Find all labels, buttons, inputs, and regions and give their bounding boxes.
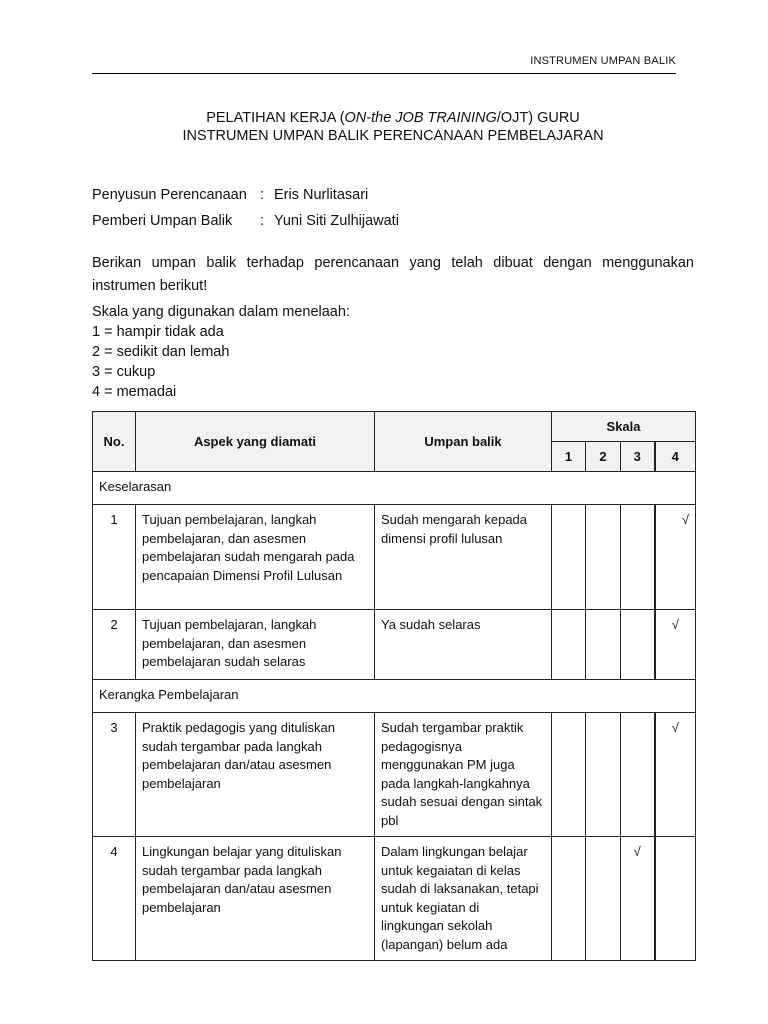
header-scale: Skala <box>552 412 696 442</box>
header-no: No. <box>93 412 136 472</box>
reviewer-line <box>92 213 399 229</box>
row-aspect: Tujuan pembelajaran, langkah pembelajaran, dan asesmen pembelajaran sudah selaras <box>136 610 375 680</box>
row-feedback: Sudah tergambar praktik pedagogisnya menggunakan PM juga pada langkah-langkahnya sudah sesuai dengan sintak pbl <box>375 713 552 837</box>
score-cell-3 <box>621 713 655 837</box>
section-row <box>93 680 696 713</box>
header-scale-1: 1 <box>552 442 586 472</box>
score-cell-2 <box>586 713 621 837</box>
header-scale-2: 2 <box>586 442 621 472</box>
score-cell-3: √ <box>621 837 655 961</box>
row-aspect: Lingkungan belajar yang dituliskan sudah tergambar pada langkah pembelajaran dan/atau asesmen pembelajaran <box>136 837 375 961</box>
row-number: 4 <box>93 837 136 961</box>
section-row <box>93 472 696 505</box>
score-cell-1 <box>552 610 586 680</box>
score-cell-3 <box>621 610 655 680</box>
score-cell-2 <box>586 837 621 961</box>
running-title: INSTRUMEN UMPAN BALIK <box>530 55 676 67</box>
row-feedback: Dalam lingkungan belajar untuk kegaiatan di kelas sudah di laksanakan, tetapi untuk kegiatan di lingkungan sekolah (lapangan) belum ada <box>375 837 552 961</box>
document-title-line-1 <box>92 110 694 126</box>
row-number: 2 <box>93 610 136 680</box>
instruction-paragraph: Berikan umpan balik terhadap perencanaan yang telah dibuat dengan menggunakan instrumen berikut! <box>92 255 694 294</box>
reviewer-value: Yuni Siti Zulhijawati <box>274 213 399 229</box>
reviewer-colon: : <box>260 213 265 229</box>
title-italic: ON-the JOB TRAINING <box>344 110 497 126</box>
row-number: 1 <box>93 505 136 610</box>
score-cell-4: √ <box>655 610 696 680</box>
score-cell-1 <box>552 505 586 610</box>
page-header <box>92 0 676 74</box>
table-row <box>93 837 696 961</box>
header-scale-4: 4 <box>655 442 696 472</box>
score-cell-4: √ <box>655 505 696 610</box>
table-row <box>93 610 696 680</box>
scale-heading: Skala yang digunakan dalam menelaah: <box>92 304 350 320</box>
author-line <box>92 187 368 203</box>
feedback-table <box>92 411 696 961</box>
scale-item: 3 = cukup <box>92 364 156 380</box>
row-number: 3 <box>93 713 136 837</box>
score-cell-2 <box>586 610 621 680</box>
row-aspect: Tujuan pembelajaran, langkah pembelajaran, dan asesmen pembelajaran sudah mengarah pada pencapaian Dimensi Profil Lulusan <box>136 505 375 610</box>
header-aspect: Aspek yang diamati <box>136 412 375 472</box>
title-prefix: PELATIHAN KERJA ( <box>206 110 345 126</box>
scale-legend <box>92 302 350 402</box>
score-cell-2 <box>586 505 621 610</box>
header-feedback: Umpan balik <box>375 412 552 472</box>
scale-item: 4 = memadai <box>92 384 177 400</box>
table-row <box>93 505 696 610</box>
document-title-line-2: INSTRUMEN UMPAN BALIK PERENCANAAN PEMBELAJARAN <box>182 128 604 144</box>
score-cell-4: √ <box>655 713 696 837</box>
row-aspect: Praktik pedagogis yang dituliskan sudah tergambar pada langkah pembelajaran dan/atau asesmen pembelajaran <box>136 713 375 837</box>
author-label: Penyusun Perencanaan <box>92 187 247 203</box>
reviewer-label: Pemberi Umpan Balik <box>92 213 233 229</box>
section-title: Kerangka Pembelajaran <box>93 680 696 713</box>
author-colon: : <box>260 187 265 203</box>
scale-item: 1 = hampir tidak ada <box>92 324 224 340</box>
header-scale-3: 3 <box>621 442 655 472</box>
table-row <box>93 713 696 837</box>
score-cell-1 <box>552 837 586 961</box>
score-cell-3 <box>621 505 655 610</box>
author-value: Eris Nurlitasari <box>274 187 369 203</box>
score-cell-1 <box>552 713 586 837</box>
title-suffix: /OJT) GURU <box>496 110 580 126</box>
row-feedback: Sudah mengarah kepada dimensi profil lulusan <box>375 505 552 610</box>
row-feedback: Ya sudah selaras <box>375 610 552 680</box>
scale-item: 2 = sedikit dan lemah <box>92 344 230 360</box>
score-cell-4 <box>655 837 696 961</box>
section-title: Keselarasan <box>93 472 696 505</box>
